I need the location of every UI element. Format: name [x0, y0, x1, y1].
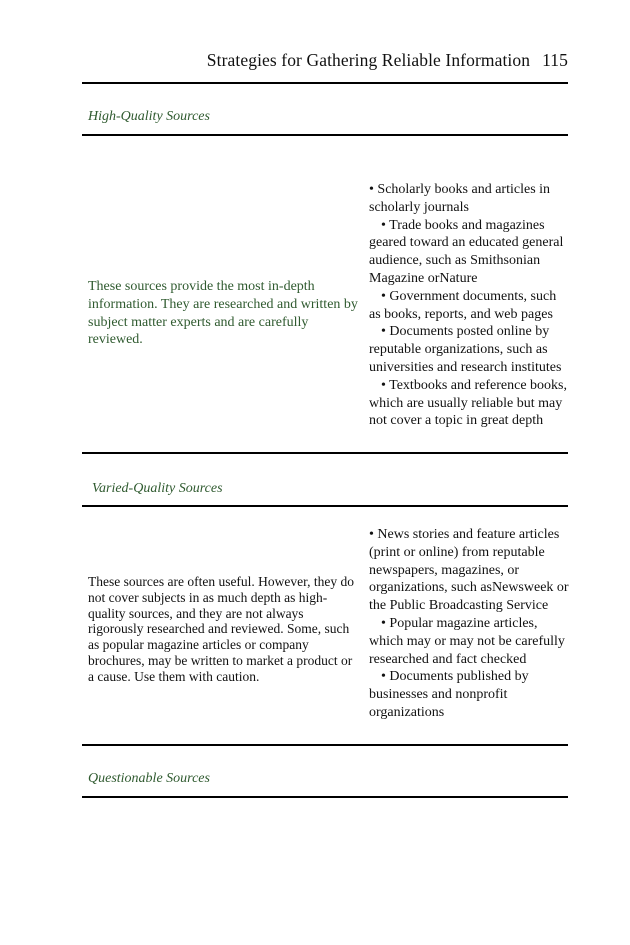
list-item: • Documents published by businesses and nonprofit organizations [369, 669, 529, 720]
list-item: • Government documents, such as books, reports, and web pages [369, 288, 557, 322]
running-head-title: Strategies for Gathering Reliable Information [206, 50, 531, 70]
section-label-high-quality: High-Quality Sources [88, 109, 210, 124]
list-item: • Popular magazine articles, which may or may not be carefully researched and fact checked [369, 615, 565, 667]
high-quality-description: These sources provide the most in-depth information. They are researched and written by subject matter experts and are carefully reviewed. [88, 279, 358, 348]
section-label-questionable: Questionable Sources [88, 771, 210, 786]
section-rule-high-bottom [82, 452, 568, 454]
list-item: • Trade books and magazines geared toward an educated general audience, such as Smithsonian Magazine orNature [369, 217, 564, 286]
running-head [207, 50, 568, 71]
header-rule [82, 82, 568, 84]
varied-quality-source-list [369, 526, 569, 722]
page-number: 115 [542, 50, 568, 70]
list-item: • Textbooks and reference books, which are usually reliable but may not cover a topic in great depth [369, 377, 567, 429]
list-item: • News stories and feature articles (print or online) from reputable newspapers, magazines, or organizations, such asNewsweek or the Public Broadcasting Service [369, 527, 569, 614]
section-rule-high-top [82, 134, 568, 136]
varied-quality-description: These sources are often useful. However, they do not cover subjects in as much depth as high-quality sources, and they are not always rigorously researched and reviewed. Some, such as popular magazine articles or company brochures, may be written to market a product or a cause. Use them with caution. [88, 574, 354, 684]
list-item: • Documents posted online by reputable organizations, such as universities and research institutes [369, 324, 562, 375]
section-rule-varied-top [82, 505, 568, 507]
section-rule-varied-bottom [82, 744, 568, 746]
section-label-varied-quality: Varied-Quality Sources [92, 481, 223, 496]
list-item: • Scholarly books and articles in scholarly journals [369, 182, 551, 215]
high-quality-source-list [369, 181, 569, 430]
section-rule-questionable [82, 796, 568, 798]
